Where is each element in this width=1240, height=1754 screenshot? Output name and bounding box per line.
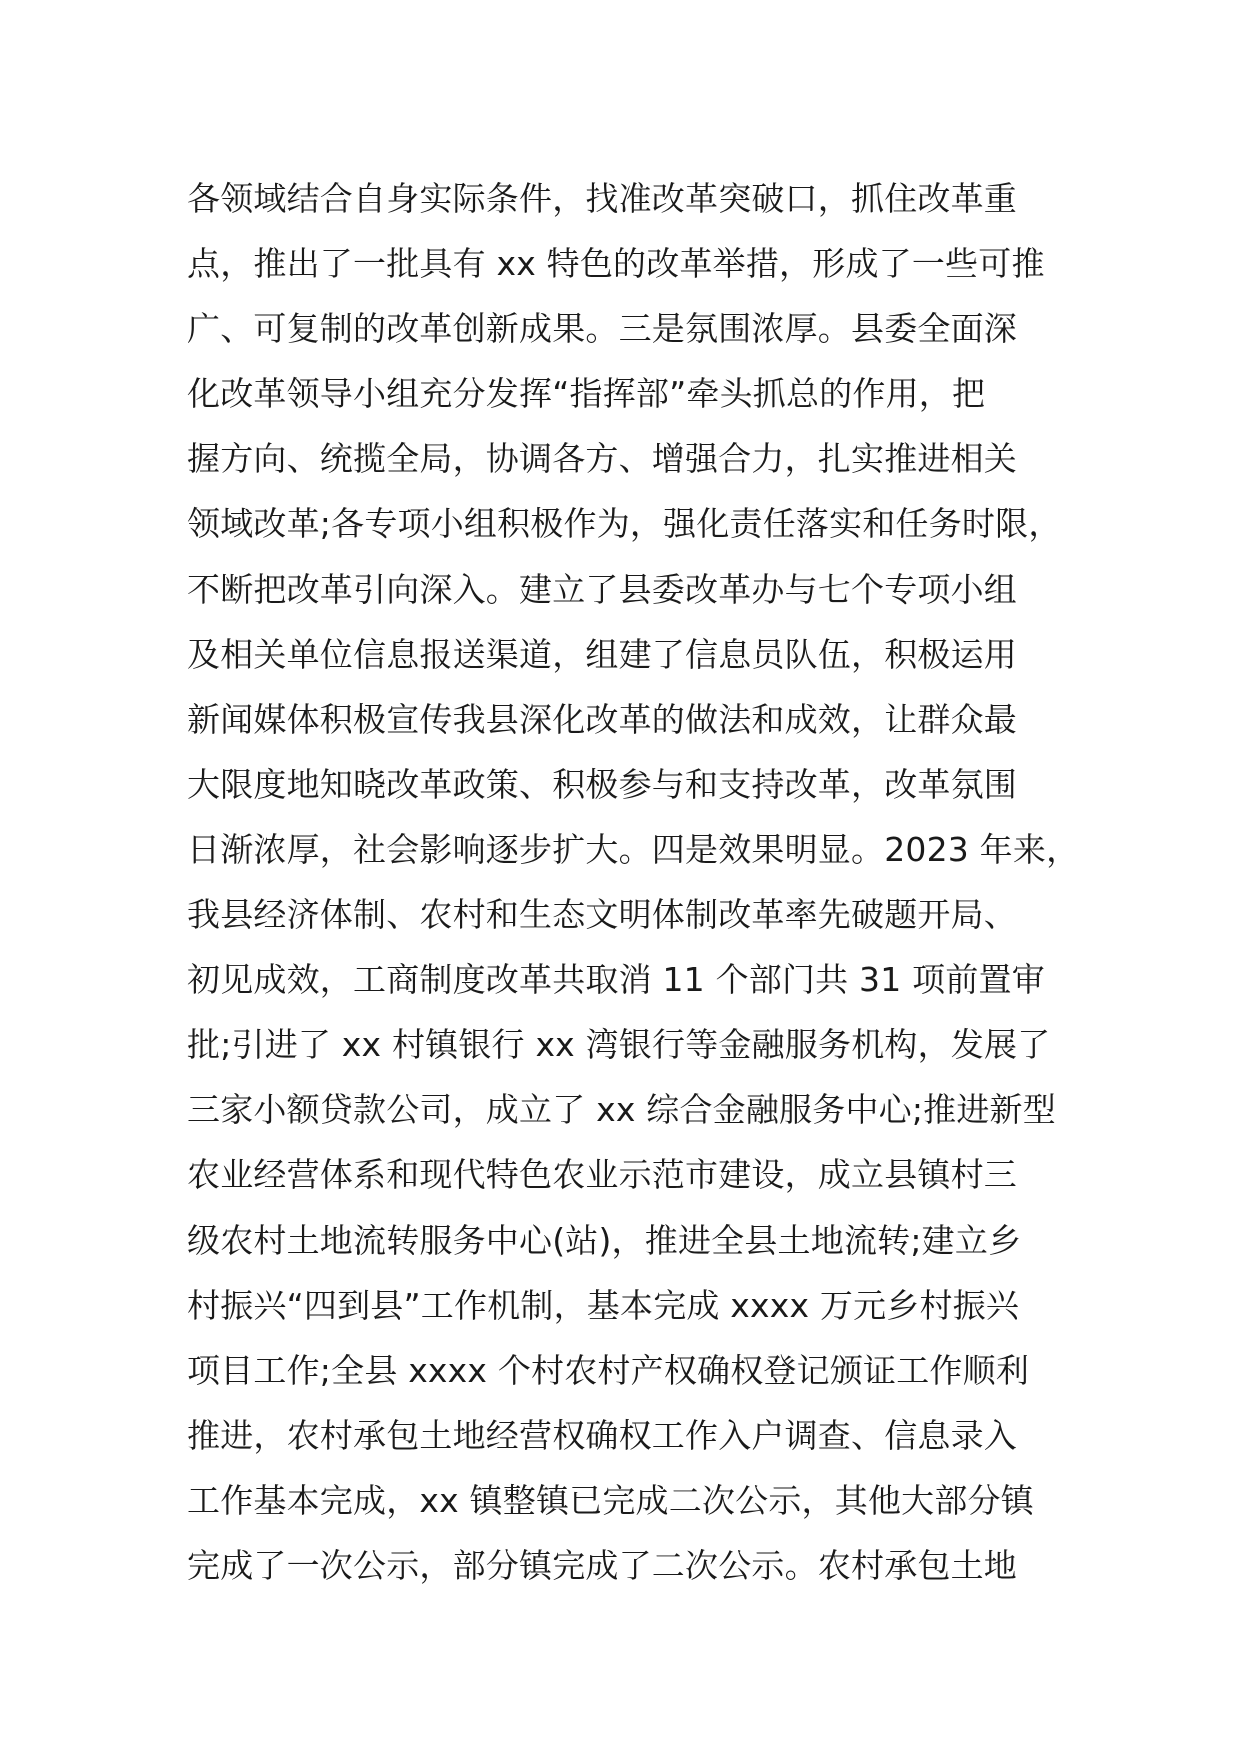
text-line: 握方向、统揽全局，协调各方、增强合力，扎实推进相关 <box>187 439 1017 479</box>
text-line: 项目工作;全县 xxxx 个村农村产权确权登记颁证工作顺利 <box>187 1350 1030 1390</box>
text-line: 各领域结合自身实际条件，找准改革突破口，抓住改革重 <box>187 179 1017 218</box>
text-line: 完成了一次公示，部分镇完成了二次公示。农村承包土地 <box>187 1545 1017 1585</box>
text-line: 三家小额贷款公司，成立了 xx 综合金融服务中心;推进新型 <box>187 1090 1056 1130</box>
text-line: 化改革领导小组充分发挥“指挥部”牵头抓总的作用，把 <box>187 374 986 414</box>
text-line: 批;引进了 xx 村镇银行 xx 湾银行等金融服务机构，发展了 <box>187 1025 1051 1065</box>
text-line: 工作基本完成，xx 镇整镇已完成二次公示，其他大部分镇 <box>187 1480 1034 1520</box>
text-line: 推进，农村承包土地经营权确权工作入户调查、信息录入 <box>187 1415 1017 1455</box>
text-line: 日渐浓厚，社会影响逐步扩大。四是效果明显。2023 年来， <box>187 829 1080 869</box>
body-paragraph <box>187 166 1087 1598</box>
text-line: 不断把改革引向深入。建立了县委改革办与七个专项小组 <box>187 569 1017 609</box>
text-line: 初见成效，工商制度改革共取消 11 个部门共 31 项前置审 <box>187 960 1045 1000</box>
text-line: 我县经济体制、农村和生态文明体制改革率先破题开局、 <box>187 895 1017 935</box>
text-line: 新闻媒体积极宣传我县深化改革的做法和成效，让群众最 <box>187 699 1017 739</box>
text-line: 农业经营体系和现代特色农业示范市建设，成立县镇村三 <box>187 1155 1017 1195</box>
text-line: 领域改革;各专项小组积极作为，强化责任落实和任务时限， <box>187 504 1062 544</box>
text-line: 大限度地知晓改革政策、积极参与和支持改革，改革氛围 <box>187 764 1017 804</box>
text-line: 及相关单位信息报送渠道，组建了信息员队伍，积极运用 <box>187 634 1017 674</box>
text-line: 级农村土地流转服务中心(站)，推进全县土地流转;建立乡 <box>187 1220 1022 1260</box>
text-line: 点，推出了一批具有 xx 特色的改革举措，形成了一些可推 <box>187 244 1045 284</box>
text-line: 广、可复制的改革创新成果。三是氛围浓厚。县委全面深 <box>187 309 1017 349</box>
text-line: 村振兴“四到县”工作机制，基本完成 xxxx 万元乡村振兴 <box>187 1285 1020 1325</box>
